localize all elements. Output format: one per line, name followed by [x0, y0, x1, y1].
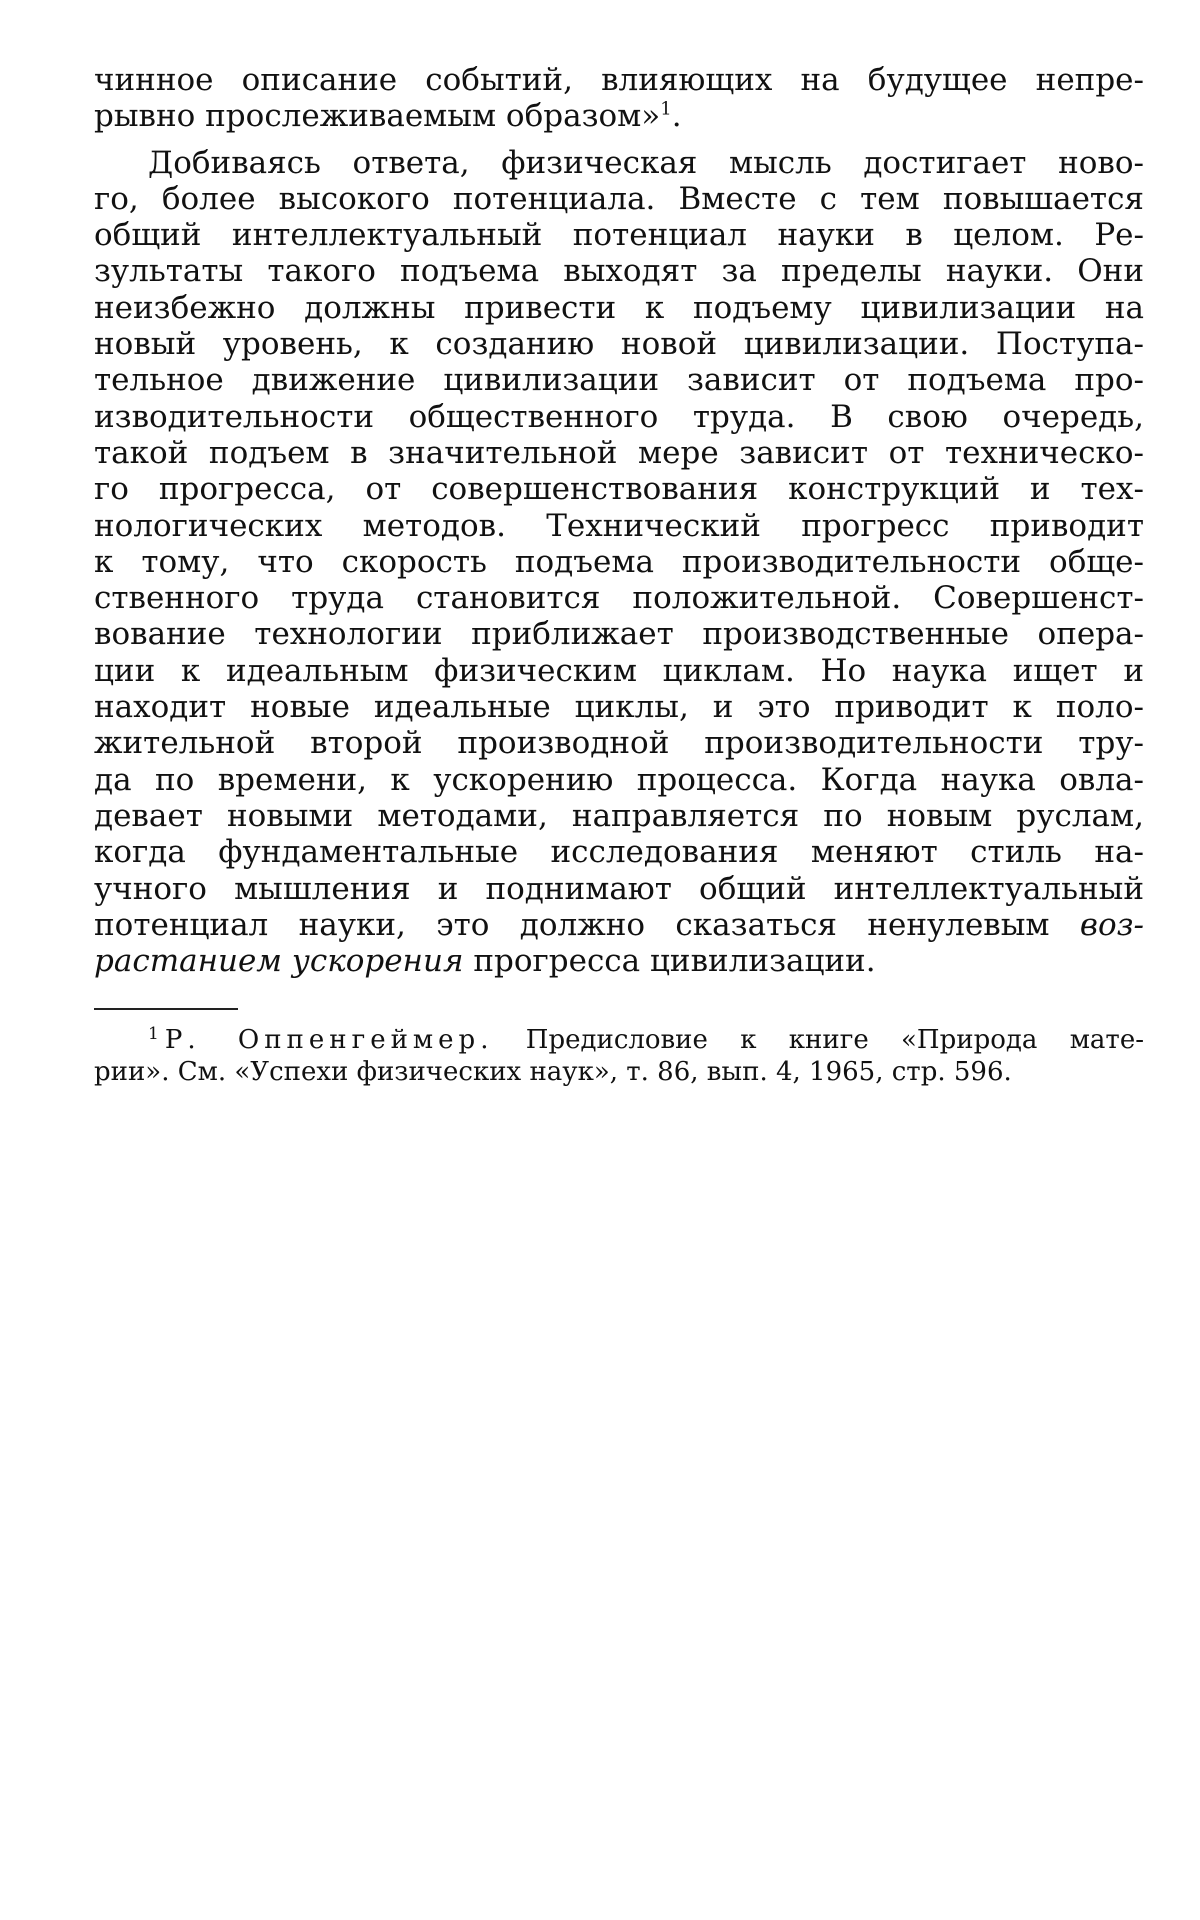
text-line: тельное движение цивилизации зависит от подъема про- [94, 362, 1144, 399]
text-line: вование технологии приближает производственные опера- [94, 616, 1144, 653]
text-line: нологических методов. Технический прогресс приводит [94, 507, 1144, 544]
text-line: чинное описание событий, влияющих на будущее непре- [94, 62, 1144, 98]
text-line: когда фундаментальные исследования меняют стиль на- [94, 834, 1144, 871]
text-line: да по времени, к ускорению процесса. Когда наука овла- [94, 761, 1144, 798]
footnote-mark: 1 [148, 1023, 159, 1044]
text-line: такой подъем в значительной мере зависит от техническо- [94, 434, 1144, 471]
text-line: го прогресса, от совершенствования конструкций и тех- [94, 471, 1144, 508]
text-fragment: рывно прослеживаемым образом» [94, 98, 661, 135]
text-fragment: . [671, 98, 682, 135]
footnote-line: рии». См. «Успехи физических наук», т. 86, вып. 4, 1965, стр. 596. [94, 1057, 1012, 1088]
text-line: девает новыми методами, направляется по новым руслам, [94, 797, 1144, 834]
text-fragment: потенциал науки, это должно сказаться ненулевым [94, 906, 1050, 943]
text-line: изводительности общественного труда. В свою очередь, [94, 398, 1144, 435]
text-line: Добиваясь ответа, физическая мысль достигает ново- [148, 144, 1144, 181]
text-line: общий интеллектуальный потенциал науки в целом. Ре- [94, 217, 1144, 254]
text-fragment: прогресса цивилизации. [463, 943, 876, 980]
text-line: неизбежно должны привести к подъему цивилизации на [94, 289, 1144, 326]
text-line: новый уровень, к созданию новой цивилизации. Поступа- [94, 326, 1144, 363]
text-line: го, более высокого потенциала. Вместе с тем повышается [94, 180, 1144, 217]
text-line: ственного труда становится положительной. Совершенст- [94, 580, 1144, 617]
footnote-author: Р. Оппенгеймер. [164, 1025, 494, 1056]
paragraph-main [94, 145, 1144, 980]
italic-emphasis: растанием ускорения [94, 943, 464, 980]
text-line: ции к идеальным физическим циклам. Но наука ищет и [94, 652, 1144, 689]
footnote-separator [94, 1008, 238, 1010]
text-line [94, 98, 1144, 134]
paragraph-quote-end [94, 62, 1144, 135]
footnote-reference: 1 [660, 98, 672, 120]
footnote [94, 1024, 1144, 1088]
footnote-line [94, 1024, 1144, 1056]
text-line: жительной второй производной производительности тру- [94, 725, 1144, 762]
document-page [94, 62, 1144, 1088]
text-line: к тому, что скорость подъема производительности обще- [94, 543, 1144, 580]
text-line [94, 907, 1144, 943]
text-fragment: Предисловие к книге «Природа мате- [493, 1025, 1144, 1056]
text-line: зультаты такого подъема выходят за пределы науки. Они [94, 253, 1144, 290]
text-line: учного мышления и поднимают общий интеллектуальный [94, 870, 1144, 907]
text-line [94, 943, 1144, 979]
italic-emphasis: воз- [1079, 906, 1145, 943]
text-line: находит новые идеальные циклы, и это приводит к поло- [94, 689, 1144, 726]
